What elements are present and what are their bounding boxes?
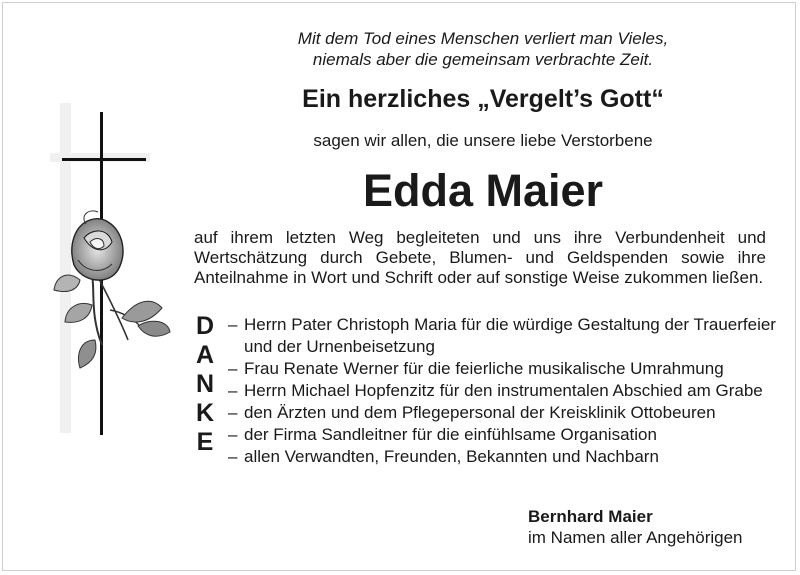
thanks-list xyxy=(228,314,778,468)
thanks-item xyxy=(228,358,778,380)
headline: Ein herzliches „Vergelt’s Gott“ xyxy=(302,85,664,113)
danke-letter: E xyxy=(196,428,214,456)
danke-vertical-word xyxy=(192,312,218,457)
thanks-item xyxy=(228,402,778,424)
rose-icon xyxy=(54,211,170,368)
thanks-item-text: der Firma Sandleitner für die einfühlsame Organisation xyxy=(244,425,657,444)
thanks-item-text: den Ärzten und dem Pflegepersonal der Kreisklinik Ottobeuren xyxy=(244,403,716,422)
signature-line: im Namen aller Angehörigen xyxy=(528,528,743,547)
deceased-name: Edda Maier xyxy=(362,165,604,216)
thanks-item-text: Frau Renate Werner für die feierliche musikalische Umrahmung xyxy=(244,359,724,378)
thanks-item xyxy=(228,446,778,468)
danke-letter: A xyxy=(195,341,215,369)
thanks-item xyxy=(228,380,778,402)
thanks-item xyxy=(228,314,778,358)
thanks-item xyxy=(228,424,778,446)
dash-marker: – xyxy=(228,359,238,378)
cross-and-rose-emblem xyxy=(50,100,180,445)
quote-line-1: Mit dem Tod eines Menschen verliert man Vieles, xyxy=(297,29,669,48)
signature-name: Bernhard Maier xyxy=(528,507,653,526)
danke-letter: D xyxy=(195,312,215,340)
thanks-item-text: Herrn Michael Hopfenzitz für den instrumentalen Abschied am Grabe xyxy=(244,381,763,400)
dash-marker: – xyxy=(228,425,238,444)
quote-line-2: niemals aber die gemeinsam verbrachte Zeit. xyxy=(312,50,654,69)
thanks-item-text: allen Verwandten, Freunden, Bekannten und Nachbarn xyxy=(244,447,659,466)
subline: sagen wir allen, die unsere liebe Verstorbene xyxy=(313,131,653,150)
signature-block xyxy=(528,506,778,548)
danke-letter: K xyxy=(195,399,215,427)
memorial-quote xyxy=(190,28,776,70)
dash-marker: – xyxy=(228,315,238,334)
dash-marker: – xyxy=(228,447,238,466)
thanks-item-text: Herrn Pater Christoph Maria für die würdige Gestaltung der Trauerfeier und der Urnenbeisetzung xyxy=(244,315,776,356)
body-text: auf ihrem letzten Weg begleiteten und uns ihre Verbundenheit und Wertschätzung durch Gebete, Blumen- und Geldspenden sowie ihre Anteilnahme in Wort und Schrift oder auf sonstige Weise zukommen ließen. xyxy=(194,228,766,287)
dash-marker: – xyxy=(228,381,238,400)
danke-letter: N xyxy=(195,370,215,398)
dash-marker: – xyxy=(228,403,238,422)
